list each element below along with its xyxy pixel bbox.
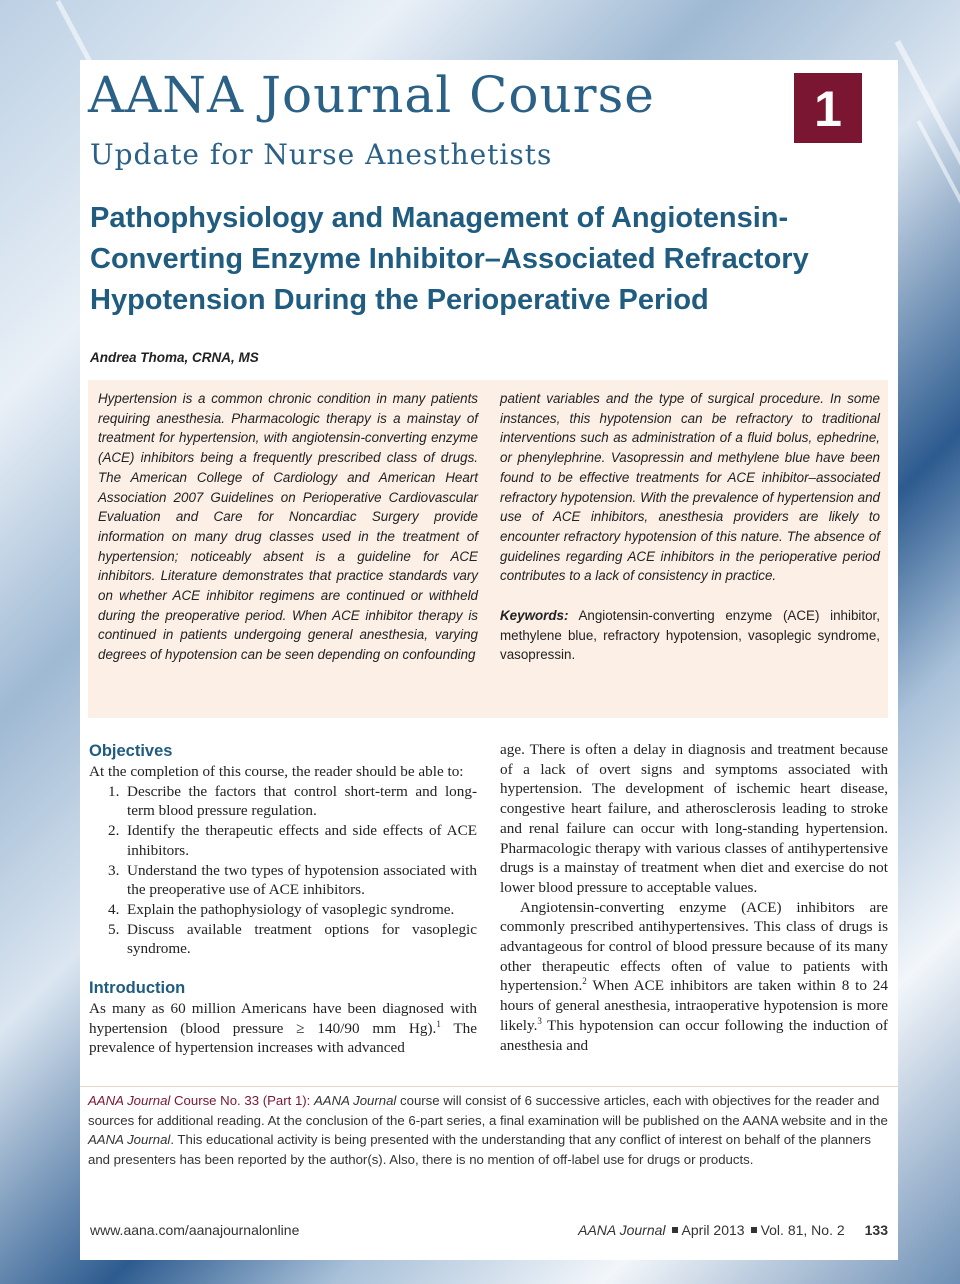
list-number: 2. — [108, 822, 120, 840]
objectives-list — [89, 782, 477, 959]
introduction-paragraph — [89, 999, 477, 1058]
course-note-text: . This educational activity is being presented with the understanding that any conflict of interest on behalf of the planners and presenters has been reported by the author(s). Also, there is no mention of off-label use for drugs or products. — [88, 1132, 871, 1167]
body-text: This hypotension can occur following the induction of anesthesia and — [500, 1016, 888, 1054]
keywords — [500, 606, 880, 665]
body-left-column — [89, 740, 477, 1058]
footer-date: April 2013 — [681, 1222, 745, 1238]
list-number: 3. — [108, 861, 120, 879]
list-text: Discuss available treatment options for vasoplegic syndrome. — [127, 920, 477, 958]
reference-superscript: 2 — [582, 976, 587, 987]
reference-superscript: 1 — [436, 1018, 441, 1029]
course-note-journal: AANA Journal — [314, 1093, 397, 1108]
list-item — [89, 782, 477, 821]
author-byline: Andrea Thoma, CRNA, MS — [90, 350, 259, 365]
footer-volume: Vol. 81, No. 2 — [760, 1222, 845, 1238]
abstract-text-left: Hypertension is a common chronic condition in many patients requiring anesthesia. Pharmacologic therapy is a mainstay of treatment for hypertension, with angiotensin-converting enzyme (ACE) inhibitors being a frequently prescribed class of drugs. The American College of Cardiology and American Heart Association 2007 Guidelines on Perioperative Cardiovascular Evaluation and Care for Noncardiac Surgery provide information on many drug classes used in the treatment of hypertension; noticeably absent is a guideline for ACE inhibitors. Literature demonstrates that practice standards vary on whether ACE inhibitor regimens are continued or withheld during the preoperative period. When ACE inhibitor therapy is continued in patients undergoing general anesthesia, varying degrees of hypotension can be seen depending on confounding — [98, 391, 478, 663]
body-right-column — [500, 740, 888, 1055]
journal-title: AANA Journal Course — [88, 66, 655, 124]
abstract-text-right: patient variables and the type of surgical procedure. In some instances, this hypotension can be refractory to traditional interventions such as administration of a fluid bolus, ephedrine, or phenylephrine. Vasopressin and methylene blue have been found to be effective treatments for ACE inhibitor–associated refractory hypotension. With the prevalence of hypertension and use of ACE inhibitors, anesthesia providers are likely to encounter refractory hypotension of this nature. The absence of guidelines regarding ACE inhibitors in the perioperative period contributes to a lack of consistency in practice. — [500, 391, 880, 584]
course-note-journal: AANA Journal — [88, 1132, 171, 1147]
body-text: When ACE inhibitors are taken within 8 to 24 hours of general anesthesia, intraoperative hypotension is more likely. — [500, 977, 888, 1034]
list-text: Describe the factors that control short-term and long-term blood pressure regulation. — [127, 782, 477, 820]
list-item — [89, 920, 477, 959]
journal-subtitle: Update for Nurse Anesthetists — [90, 138, 553, 171]
intro-text: As many as 60 million Americans have been diagnosed with hypertension (blood pressure ≥ 140/90 mm Hg). — [89, 1000, 477, 1037]
list-item — [89, 900, 477, 920]
reference-superscript: 3 — [537, 1015, 542, 1026]
list-text: Understand the two types of hypotension associated with the preoperative use of ACE inhibitors. — [127, 861, 477, 899]
abstract-right-column — [500, 389, 880, 665]
course-note-label: AANA Journal — [88, 1093, 171, 1108]
intro-text: The prevalence of hypertension increases with advanced — [89, 1019, 477, 1057]
list-text: Identify the therapeutic effects and side effects of ACE inhibitors. — [127, 822, 477, 859]
list-number: 5. — [108, 920, 120, 938]
body-text: Angiotensin-converting enzyme (ACE) inhibitors are commonly prescribed antihypertensives. This class of drugs is advantageous for control of blood pressure because of its many other therapeutic effects often of value to patients with hypertension. — [500, 898, 888, 995]
bullet-square-icon — [751, 1227, 757, 1233]
page-number: 133 — [864, 1222, 888, 1238]
body-paragraph: age. There is often a delay in diagnosis and treatment because of a lack of overt signs and symptoms associated with hypertension. The development of ischemic heart disease, congestive heart failure, and atherosclerosis leading to stroke and renal failure can occur with long-standing hypertension. Pharmacologic therapy with various classes of antihypertensive drugs is a mainstay of treatment when diet and exercise do not lower blood pressure to acceptable values. — [500, 741, 888, 896]
course-note-text: course will consist of 6 successive articles, each with objectives for the reader and sources for additional reading. At the conclusion of the 6-part series, a final examination will be published on the AANA website and in the — [88, 1093, 888, 1128]
keywords-list: Angiotensin-converting enzyme (ACE) inhibitor, methylene blue, refractory hypotension, vasoplegic syndrome, vasopressin. — [500, 608, 880, 663]
footer-journal: AANA Journal — [578, 1222, 666, 1238]
footer-url[interactable]: www.aana.com/aanajournalonline — [90, 1222, 300, 1238]
abstract-left-column — [98, 389, 478, 665]
course-note — [88, 1091, 890, 1169]
objectives-intro: At the completion of this course, the reader should be able to: — [89, 763, 464, 780]
body-paragraph — [500, 898, 888, 1056]
list-text: Explain the pathophysiology of vasoplegic syndrome. — [127, 900, 455, 918]
list-item — [89, 861, 477, 900]
list-number: 4. — [108, 900, 120, 918]
list-item — [89, 821, 477, 860]
article-title: Pathophysiology and Management of Angiotensin-Converting Enzyme Inhibitor–Associated Refractory Hypotension During the Perioperative Period — [90, 202, 809, 316]
course-note-label: Course No. 33 (Part 1): — [170, 1093, 311, 1108]
introduction-heading: Introduction — [89, 979, 186, 998]
footer-citation — [578, 1222, 888, 1238]
list-number: 1. — [108, 782, 120, 800]
keywords-label: Keywords: — [500, 608, 569, 624]
course-number-badge: 1 — [794, 73, 862, 143]
objectives-heading: Objectives — [89, 742, 173, 760]
bullet-square-icon — [672, 1227, 678, 1233]
